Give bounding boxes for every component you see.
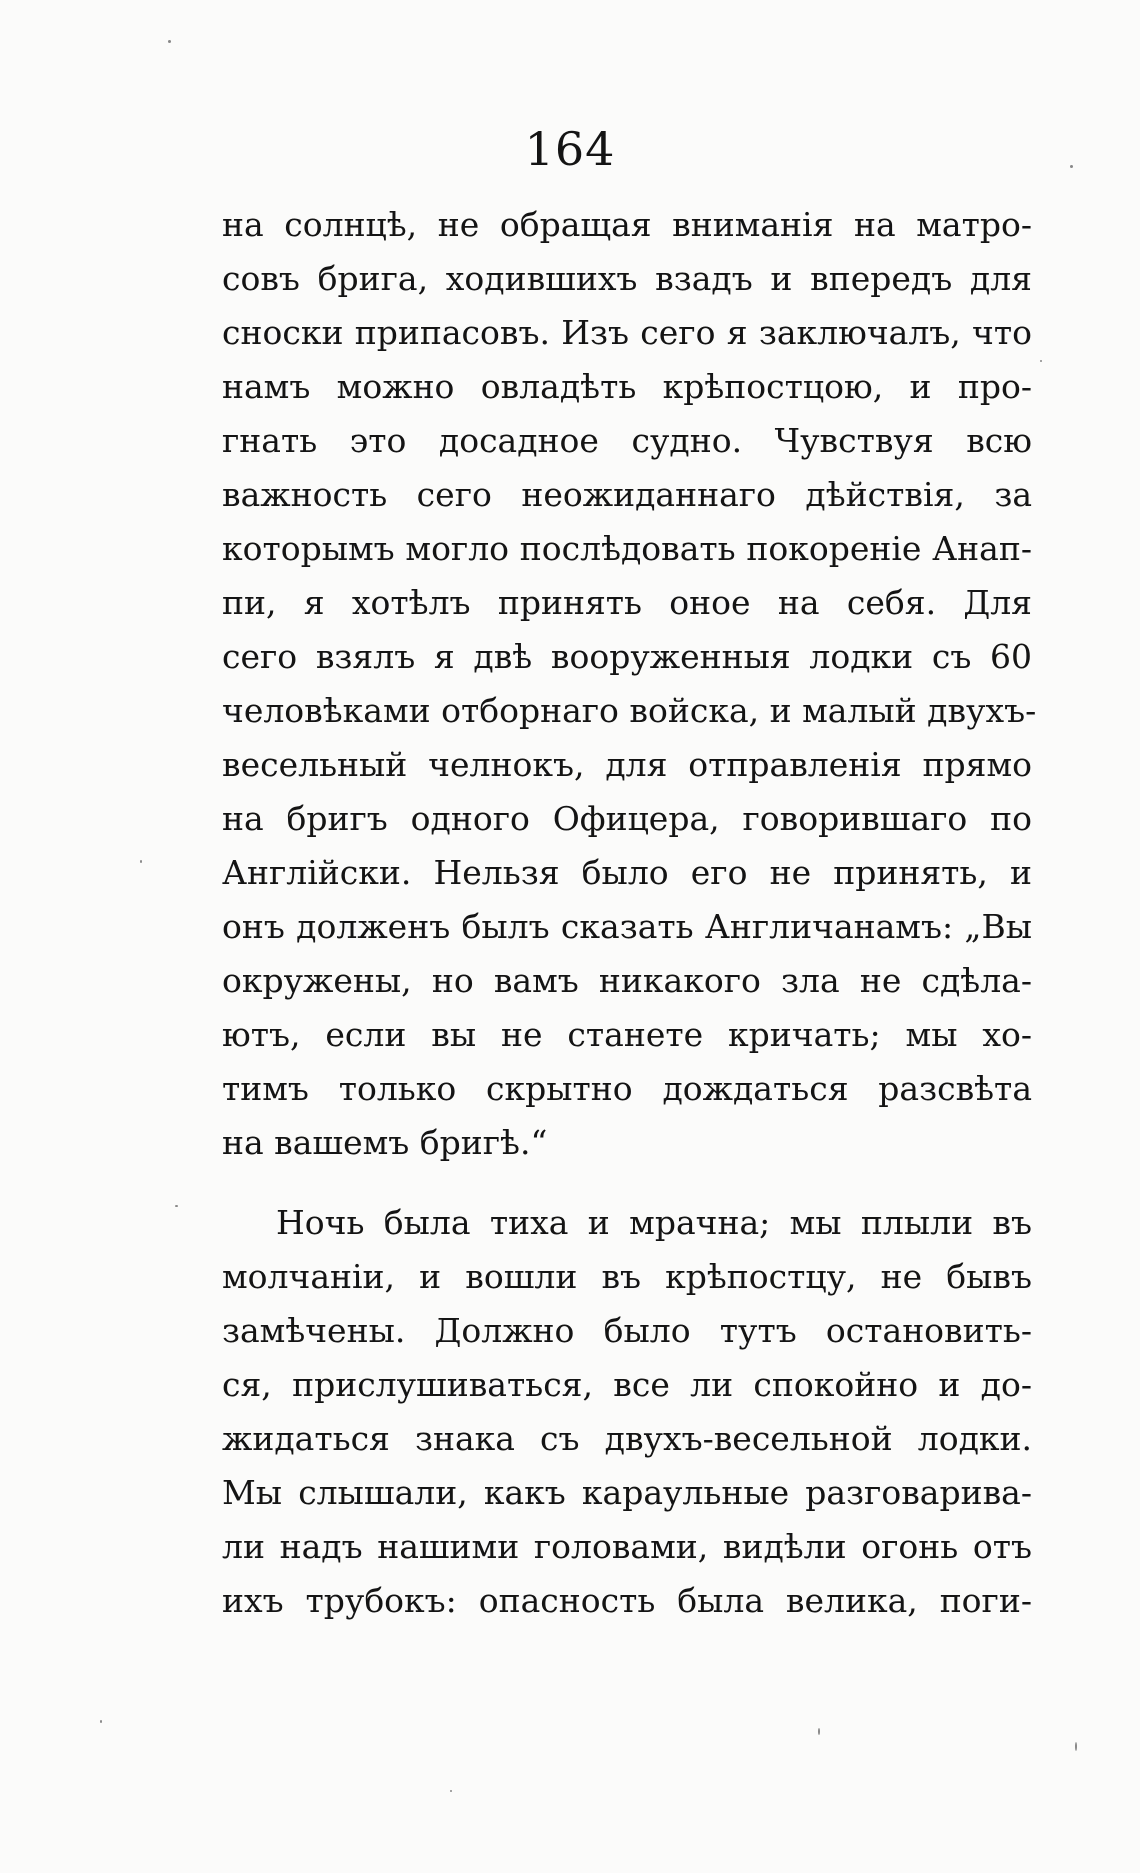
text-line: сноски припасовъ. Изъ сего я заключалъ, что	[222, 313, 1032, 352]
scan-speck	[100, 1720, 102, 1723]
text-line: Ночь была тиха и мрачна; мы плыли въ	[276, 1203, 1032, 1242]
text-line: которымъ могло послѣдовать покореніе Анап-	[222, 529, 1032, 568]
text-line: ютъ, если вы не станете кричать; мы хо-	[222, 1015, 1032, 1054]
text-line: молчаніи, и вошли въ крѣпостцу, не бывъ	[222, 1257, 1032, 1296]
text-line: пи, я хотѣлъ принять оное на себя. Для	[222, 583, 1032, 622]
scan-speck	[1040, 360, 1042, 362]
text-line: важность сего неожиданнаго дѣйствія, за	[222, 475, 1032, 514]
scan-speck	[1075, 1742, 1077, 1751]
text-line: окружены, но вамъ никакого зла не сдѣла-	[222, 961, 1032, 1000]
text-line: гнать это досадное судно. Чувствуя всю	[222, 421, 1032, 460]
text-line: намъ можно овладѣть крѣпостцою, и про-	[222, 367, 1032, 406]
text-line: человѣками отборнаго войска, и малый двухъ-	[222, 691, 1037, 730]
paragraph-2	[222, 1196, 1032, 1628]
scan-speck	[450, 1790, 452, 1792]
scan-speck	[1070, 165, 1073, 168]
paragraph-1	[222, 198, 1037, 1170]
text-line: Англійски. Нельзя было его не принять, и	[222, 853, 1032, 892]
text-line: на солнцѣ, не обращая вниманія на матро-	[222, 205, 1032, 244]
text-line: сего взялъ я двѣ вооруженныя лодки съ 60	[222, 637, 1032, 676]
scan-speck	[818, 1728, 820, 1735]
text-line: совъ брига, ходившихъ взадъ и впередъ для	[222, 259, 1032, 298]
text-line: на бригъ одного Офицера, говорившаго по	[222, 799, 1032, 838]
scan-speck	[140, 860, 142, 863]
text-line: замѣчены. Должно было тутъ остановить-	[222, 1311, 1032, 1350]
text-line: ихъ трубокъ: опасность была велика, поги-	[222, 1581, 1032, 1620]
page-number: 164	[524, 122, 616, 176]
text-line: весельный челнокъ, для отправленія прямо	[222, 745, 1032, 784]
scan-speck	[168, 40, 171, 43]
text-line: тимъ только скрытно дождаться разсвѣта	[222, 1069, 1032, 1108]
text-line: ли надъ нашими головами, видѣли огонь отъ	[222, 1527, 1032, 1566]
scan-speck	[175, 1205, 178, 1207]
text-line: онъ долженъ былъ сказать Англичанамъ: „Вы	[222, 907, 1032, 946]
text-line: Мы слышали, какъ караульные разговарива-	[222, 1473, 1032, 1512]
paragraph-gap	[222, 1170, 1032, 1196]
body-text	[222, 198, 1037, 1628]
text-line: на вашемъ бригѣ.“	[222, 1123, 548, 1162]
text-line: жидаться знака съ двухъ-весельной лодки.	[222, 1419, 1032, 1458]
text-line: ся, прислушиваться, все ли спокойно и до-	[222, 1365, 1032, 1404]
